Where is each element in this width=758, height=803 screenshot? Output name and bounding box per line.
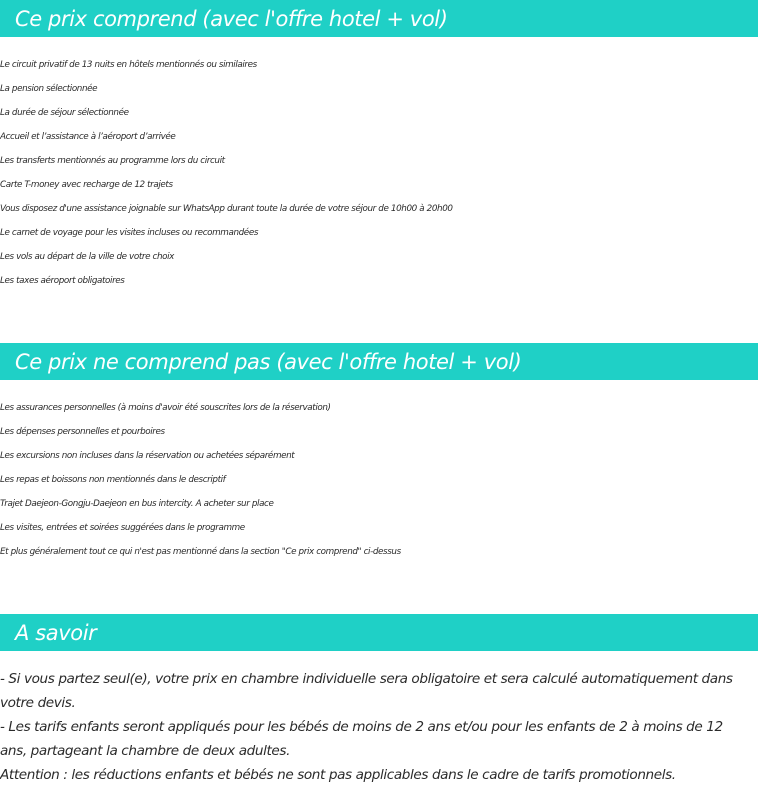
- list-item: Les assurances personnelles (à moins d'avoir été souscrites lors de la réservation): [0, 403, 331, 413]
- info-section-title: A savoir: [15, 620, 97, 645]
- info-paragraph: - Les tarifs enfants seront appliqués pour les bébés de moins de 2 ans et/ou pour les enfants de 2 à moins de 12 ans, partageant la chambre de deux adultes.: [0, 719, 723, 759]
- list-item: Les visites, entrées et soirées suggérées dans le programme: [0, 523, 245, 533]
- list-item: Carte T-money avec recharge de 12 trajets: [0, 180, 173, 190]
- list-item: Les excursions non incluses dans la réservation ou achetées séparément: [0, 451, 295, 461]
- list-item: Trajet Daejeon-Gongju-Daejeon en bus intercity. A acheter sur place: [0, 499, 274, 509]
- info-paragraph: - Si vous partez seul(e), votre prix en chambre individuelle sera obligatoire et sera calculé automatiquement dans votre devis.: [0, 671, 733, 711]
- included-list: [0, 53, 758, 293]
- included-section-header: [0, 0, 758, 37]
- list-item: Accueil et l’assistance à l’aéroport d’arrivée: [0, 132, 176, 142]
- info-section-header: [0, 614, 758, 651]
- list-item: Le circuit privatif de 13 nuits en hôtels mentionnés ou similaires: [0, 60, 257, 70]
- excluded-list: [0, 396, 758, 564]
- list-item: Les dépenses personnelles et pourboires: [0, 427, 165, 437]
- list-item: La pension sélectionnée: [0, 84, 98, 94]
- list-item: La durée de séjour sélectionnée: [0, 108, 129, 118]
- excluded-section-title: Ce prix ne comprend pas (avec l'offre hotel + vol): [15, 349, 522, 374]
- list-item: Les vols au départ de la ville de votre choix: [0, 252, 174, 262]
- list-item: Le carnet de voyage pour les visites incluses ou recommandées: [0, 228, 259, 238]
- list-item: Et plus généralement tout ce qui n'est pas mentionné dans la section "Ce prix comprend" ci-dessus: [0, 547, 401, 557]
- list-item: Les repas et boissons non mentionnés dans le descriptif: [0, 475, 226, 485]
- info-notes: [0, 667, 752, 787]
- included-section-title: Ce prix comprend (avec l'offre hotel + vol): [15, 6, 448, 31]
- list-item: Les transferts mentionnés au programme lors du circuit: [0, 156, 225, 166]
- list-item: Vous disposez d'une assistance joignable sur WhatsApp durant toute la durée de votre séjour de 10h00 à 20h00: [0, 204, 453, 214]
- list-item: Les taxes aéroport obligatoires: [0, 276, 125, 286]
- info-paragraph: Attention : les réductions enfants et bébés ne sont pas applicables dans le cadre de tarifs promotionnels.: [0, 767, 676, 783]
- excluded-section-header: [0, 343, 758, 380]
